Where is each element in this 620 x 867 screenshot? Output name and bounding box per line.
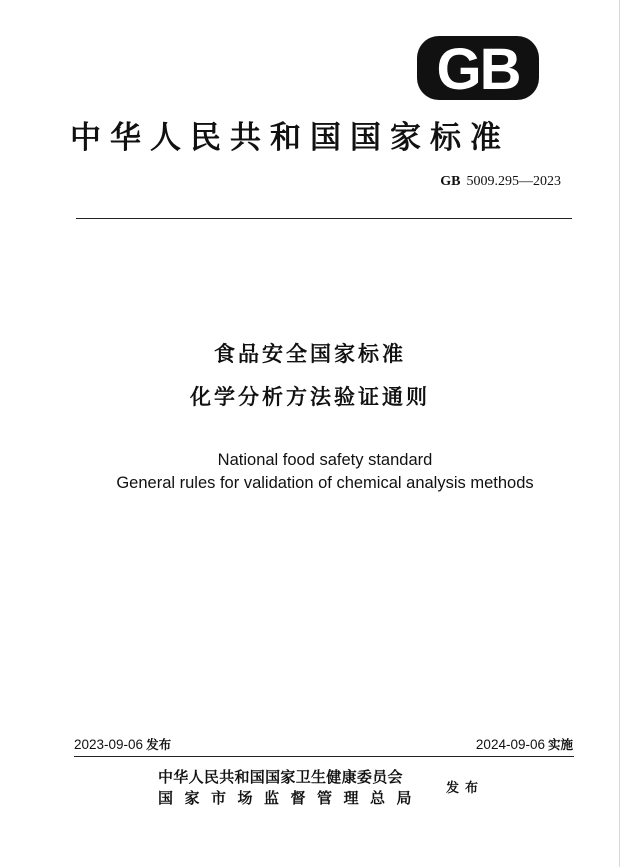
effective-date-value: 2024-09-06 xyxy=(475,737,545,752)
standard-prefix: GB xyxy=(440,174,461,189)
effective-date-label: 实施 xyxy=(547,737,573,752)
footer-divider xyxy=(74,756,574,757)
chinese-title-line-1: 食品安全国家标准 xyxy=(214,342,406,366)
issue-date xyxy=(74,735,171,753)
english-title-line-1: National food safety standard xyxy=(217,451,433,469)
issuer-action: 发布 xyxy=(446,781,485,796)
issue-date-value: 2023-09-06 xyxy=(74,737,144,752)
english-title-line-2: General rules for validation of chemical analysis methods xyxy=(116,474,534,492)
gb-logo-text: GB xyxy=(436,37,520,101)
issuer-line-2: 国家市场监督管理总局 xyxy=(158,789,424,807)
issue-date-label: 发布 xyxy=(146,737,172,752)
effective-date xyxy=(476,735,573,753)
chinese-title-line-2: 化学分析方法验证通则 xyxy=(190,385,430,409)
header-divider xyxy=(76,218,572,219)
standard-number xyxy=(440,174,561,190)
country-standard-title: 中华人民共和国国家标准 xyxy=(70,120,510,156)
gb-logo-graphic xyxy=(416,35,540,101)
standard-code: 5009.295—2023 xyxy=(466,174,561,189)
issuer-line-1: 中华人民共和国国家卫生健康委员会 xyxy=(158,768,403,786)
gb-logo xyxy=(416,35,540,101)
